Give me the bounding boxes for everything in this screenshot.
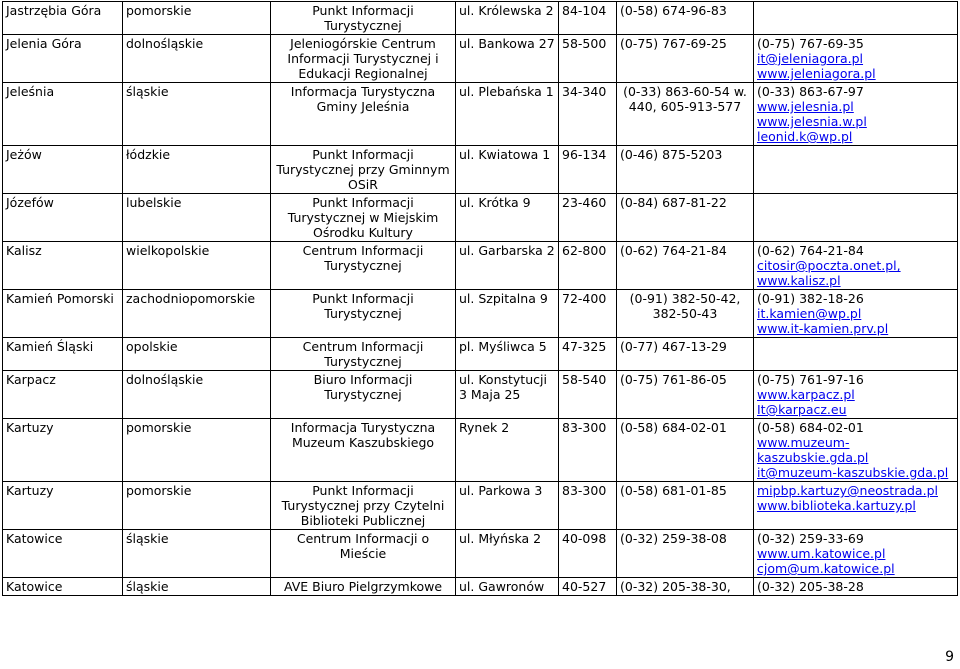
postal-cell: 23-460 — [559, 194, 617, 242]
city-cell: Kartuzy — [3, 419, 123, 482]
contact-cell — [754, 83, 958, 146]
phone-cell: (0-32) 259-38-08 — [617, 530, 754, 578]
table-row — [3, 83, 958, 146]
office-cell: Centrum Informacji o Mieście — [271, 530, 456, 578]
street-cell: pl. Myśliwca 5 — [456, 338, 559, 371]
postal-cell: 34-340 — [559, 83, 617, 146]
contact-phone: (0-32) 205-38-28 — [757, 579, 864, 594]
phone-cell: (0-32) 205-38-30, — [617, 578, 754, 596]
contact-cell — [754, 578, 958, 596]
contact-phone: (0-75) 767-69-35 — [757, 36, 864, 51]
table-body — [3, 2, 958, 596]
street-cell: ul. Kwiatowa 1 — [456, 146, 559, 194]
phone-cell: (0-33) 863-60-54 w. 440, 605-913-577 — [617, 83, 754, 146]
office-cell: Centrum Informacji Turystycznej — [271, 338, 456, 371]
office-cell: Punkt Informacji Turystycznej — [271, 290, 456, 338]
contact-link[interactable]: www.it-kamien.prv.pl — [757, 321, 889, 336]
postal-cell: 72-400 — [559, 290, 617, 338]
office-cell: AVE Biuro Pielgrzymkowe — [271, 578, 456, 596]
contact-phone: (0-33) 863-67-97 — [757, 84, 864, 99]
postal-cell: 58-500 — [559, 35, 617, 83]
table-row — [3, 419, 958, 482]
region-cell: śląskie — [123, 83, 271, 146]
contact-phone: (0-58) 684-02-01 — [757, 420, 864, 435]
postal-cell: 83-300 — [559, 482, 617, 530]
region-cell: pomorskie — [123, 2, 271, 35]
office-cell: Centrum Informacji Turystycznej — [271, 242, 456, 290]
contact-link[interactable]: www.biblioteka.kartuzy.pl — [757, 498, 916, 513]
contact-cell — [754, 35, 958, 83]
office-cell: Punkt Informacji Turystycznej — [271, 2, 456, 35]
contact-cell — [754, 530, 958, 578]
office-cell: Informacja Turystyczna Gminy Jeleśnia — [271, 83, 456, 146]
table-row — [3, 338, 958, 371]
contact-cell — [754, 290, 958, 338]
region-cell: opolskie — [123, 338, 271, 371]
phone-cell: (0-75) 761-86-05 — [617, 371, 754, 419]
street-cell: ul. Konstytucji 3 Maja 25 — [456, 371, 559, 419]
contact-cell — [754, 242, 958, 290]
phone-cell: (0-58) 674-96-83 — [617, 2, 754, 35]
region-cell: pomorskie — [123, 482, 271, 530]
postal-cell: 40-527 — [559, 578, 617, 596]
contact-cell — [754, 482, 958, 530]
street-cell: ul. Parkowa 3 — [456, 482, 559, 530]
city-cell: Józefów — [3, 194, 123, 242]
region-cell: dolnośląskie — [123, 371, 271, 419]
contact-link[interactable]: www.kalisz.pl — [757, 273, 841, 288]
city-cell: Kalisz — [3, 242, 123, 290]
street-cell: ul. Garbarska 2 — [456, 242, 559, 290]
office-cell: Jeleniogórskie Centrum Informacji Turystycznej i Edukacji Regionalnej — [271, 35, 456, 83]
contact-phone: (0-32) 259-33-69 — [757, 531, 864, 546]
city-cell: Jeżów — [3, 146, 123, 194]
contact-cell — [754, 419, 958, 482]
table-row — [3, 578, 958, 596]
postal-cell: 40-098 — [559, 530, 617, 578]
street-cell: ul. Krótka 9 — [456, 194, 559, 242]
region-cell: śląskie — [123, 530, 271, 578]
contact-link[interactable]: leonid.k@wp.pl — [757, 129, 853, 144]
contact-link[interactable]: cjom@um.katowice.pl — [757, 561, 895, 576]
region-cell: łódzkie — [123, 146, 271, 194]
phone-cell: (0-91) 382-50-42, 382-50-43 — [617, 290, 754, 338]
region-cell: śląskie — [123, 578, 271, 596]
phone-cell: (0-58) 681-01-85 — [617, 482, 754, 530]
street-cell: ul. Gawronów — [456, 578, 559, 596]
table-row — [3, 290, 958, 338]
postal-cell: 96-134 — [559, 146, 617, 194]
postal-cell: 84-104 — [559, 2, 617, 35]
city-cell: Katowice — [3, 530, 123, 578]
office-cell: Informacja Turystyczna Muzeum Kaszubskiego — [271, 419, 456, 482]
contact-cell — [754, 146, 958, 194]
postal-cell: 47-325 — [559, 338, 617, 371]
street-cell: ul. Plebańska 1 — [456, 83, 559, 146]
city-cell: Jelenia Góra — [3, 35, 123, 83]
tourist-info-table — [2, 1, 958, 596]
phone-cell: (0-75) 767-69-25 — [617, 35, 754, 83]
region-cell: zachodniopomorskie — [123, 290, 271, 338]
contact-link[interactable]: www.um.katowice.pl — [757, 546, 886, 561]
contact-cell — [754, 194, 958, 242]
office-cell: Punkt Informacji Turystycznej w Miejskim Ośrodku Kultury — [271, 194, 456, 242]
office-cell: Biuro Informacji Turystycznej — [271, 371, 456, 419]
office-cell: Punkt Informacji Turystycznej przy Czytelni Biblioteki Publicznej — [271, 482, 456, 530]
city-cell: Katowice — [3, 578, 123, 596]
street-cell: ul. Szpitalna 9 — [456, 290, 559, 338]
postal-cell: 62-800 — [559, 242, 617, 290]
contact-link[interactable]: it@muzeum-kaszubskie.gda.pl — [757, 465, 949, 480]
city-cell: Kamień Pomorski — [3, 290, 123, 338]
contact-link[interactable]: www.karpacz.pl — [757, 387, 855, 402]
city-cell: Jastrzębia Góra — [3, 2, 123, 35]
contact-phone: (0-62) 764-21-84 — [757, 243, 864, 258]
contact-link[interactable]: www.jelesnia.w.pl — [757, 114, 867, 129]
contact-cell — [754, 2, 958, 35]
region-cell: pomorskie — [123, 419, 271, 482]
table-row — [3, 2, 958, 35]
contact-link[interactable]: it.kamien@wp.pl — [757, 306, 862, 321]
table-row — [3, 146, 958, 194]
contact-phone: (0-75) 761-97-16 — [757, 372, 864, 387]
street-cell: Rynek 2 — [456, 419, 559, 482]
contact-link[interactable]: It@karpacz.eu — [757, 402, 847, 417]
office-cell: Punkt Informacji Turystycznej przy Gminnym OSiR — [271, 146, 456, 194]
city-cell: Kamień Śląski — [3, 338, 123, 371]
postal-cell: 83-300 — [559, 419, 617, 482]
table-row — [3, 530, 958, 578]
contact-link[interactable]: www.muzeum-kaszubskie.gda.pl — [757, 435, 869, 465]
table-row — [3, 242, 958, 290]
table-row — [3, 194, 958, 242]
table-row — [3, 371, 958, 419]
phone-cell: (0-77) 467-13-29 — [617, 338, 754, 371]
contact-link[interactable]: www.jeleniagora.pl — [757, 66, 876, 81]
contact-link[interactable]: mipbp.kartuzy@neostrada.pl — [757, 483, 938, 498]
street-cell: ul. Młyńska 2 — [456, 530, 559, 578]
phone-cell: (0-62) 764-21-84 — [617, 242, 754, 290]
contact-link[interactable]: www.jelesnia.pl — [757, 99, 854, 114]
region-cell: wielkopolskie — [123, 242, 271, 290]
phone-cell: (0-58) 684-02-01 — [617, 419, 754, 482]
city-cell: Jeleśnia — [3, 83, 123, 146]
phone-cell: (0-46) 875-5203 — [617, 146, 754, 194]
contact-phone: (0-91) 382-18-26 — [757, 291, 864, 306]
contact-cell — [754, 371, 958, 419]
city-cell: Karpacz — [3, 371, 123, 419]
contact-link[interactable]: citosir@poczta.onet.pl, — [757, 258, 901, 273]
phone-cell: (0-84) 687-81-22 — [617, 194, 754, 242]
city-cell: Kartuzy — [3, 482, 123, 530]
contact-link[interactable]: it@jeleniagora.pl — [757, 51, 864, 66]
street-cell: ul. Królewska 2 — [456, 2, 559, 35]
region-cell: dolnośląskie — [123, 35, 271, 83]
page-number: 9 — [945, 649, 954, 665]
table-row — [3, 35, 958, 83]
contact-cell — [754, 338, 958, 371]
street-cell: ul. Bankowa 27 — [456, 35, 559, 83]
region-cell: lubelskie — [123, 194, 271, 242]
table-row — [3, 482, 958, 530]
postal-cell: 58-540 — [559, 371, 617, 419]
